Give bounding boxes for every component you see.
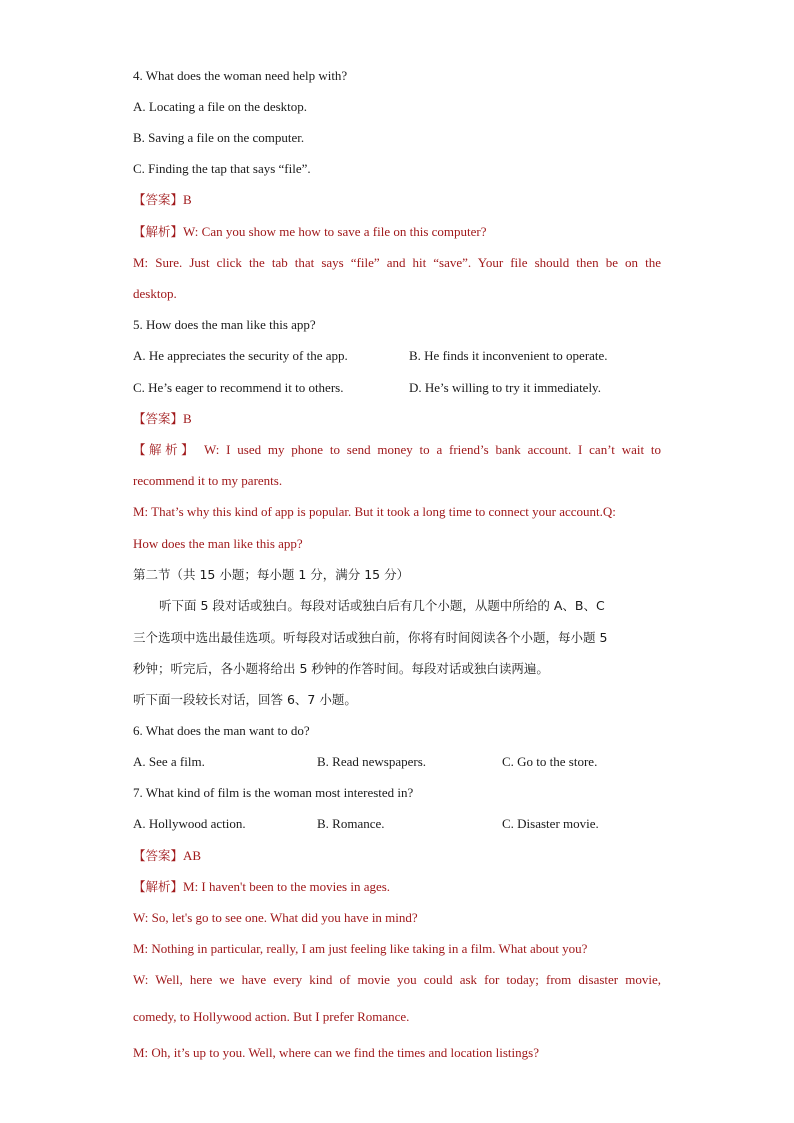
question-7: 7. What kind of film is the woman most interested in?	[133, 785, 414, 800]
analysis-tag: 【解析】	[133, 442, 198, 457]
instructions-line-3: 秒钟；听完后，各小题将给出 5 秒钟的作答时间。每段对话或独白读两遍。	[133, 661, 549, 676]
q5-option-a: A. He appreciates the security of the app.	[133, 348, 348, 363]
q5-analysis-line-2: recommend it to my parents.	[133, 473, 283, 488]
analysis-text: W: I used my phone to send money to a friend’s bank account. I can’t wait to	[203, 442, 661, 457]
q7-option-a: A. Hollywood action.	[133, 816, 246, 831]
q4-analysis-line-1	[133, 223, 487, 241]
analysis-text: M: I haven't been to the movies in ages.	[183, 879, 391, 894]
q4-option-a: A. Locating a file on the desktop.	[133, 99, 308, 114]
q7-analysis-line-3: M: Nothing in particular, really, I am just feeling like taking in a film. What about you?	[133, 941, 588, 956]
q7-analysis-line-6: M: Oh, it’s up to you. Well, where can we find the times and location listings?	[133, 1045, 539, 1060]
q4-option-b: B. Saving a file on the computer.	[133, 130, 305, 145]
question-5: 5. How does the man like this app?	[133, 317, 316, 332]
q7-option-c: C. Disaster movie.	[502, 816, 599, 831]
section-title: 第二节（共 15 小题；每小题 1 分，满分 15 分）	[133, 567, 410, 582]
analysis-text: W: Can you show me how to save a file on this computer?	[183, 224, 487, 239]
q4-analysis-line-2: M: Sure. Just click the tab that says “file” and hit “save”. Your file should then be on the	[133, 255, 661, 270]
q6-option-a: A. See a film.	[133, 754, 205, 769]
answer-tag: 【答案】	[133, 848, 184, 863]
analysis-tag: 【解析】	[133, 879, 184, 894]
instructions-line-1: 听下面 5 段对话或独白。每段对话或独白后有几个小题，从题中所给的 A、B、C	[159, 598, 605, 613]
q7-analysis-line-4: W: Well, here we have every kind of movie you could ask for today; from disaster movie,	[133, 972, 661, 987]
q5-analysis-line-1	[133, 441, 661, 459]
q7-analysis-line-2: W: So, let's go to see one. What did you have in mind?	[133, 910, 418, 925]
q5-answer	[133, 410, 192, 428]
q7-analysis-line-5: comedy, to Hollywood action. But I prefer Romance.	[133, 1009, 410, 1024]
analysis-tag: 【解析】	[133, 224, 184, 239]
answer-value: B	[183, 192, 192, 207]
dialogue-prompt: 听下面一段较长对话，回答 6、7 小题。	[133, 692, 357, 707]
question-4: 4. What does the woman need help with?	[133, 68, 348, 83]
q7-analysis-line-1	[133, 878, 390, 896]
q5-analysis-line-3: M: That’s why this kind of app is popular. But it took a long time to connect your account.Q:	[133, 504, 616, 519]
q5-option-b: B. He finds it inconvenient to operate.	[409, 348, 608, 363]
question-6: 6. What does the man want to do?	[133, 723, 310, 738]
answer-value: AB	[183, 848, 202, 863]
q7-option-b: B. Romance.	[317, 816, 385, 831]
answer-value: B	[183, 411, 192, 426]
answer-tag: 【答案】	[133, 192, 184, 207]
instructions-line-2: 三个选项中选出最佳选项。听每段对话或独白前，你将有时间阅读各个小题，每小题 5	[133, 630, 608, 645]
q6-option-b: B. Read newspapers.	[317, 754, 427, 769]
q4-analysis-line-3: desktop.	[133, 286, 177, 301]
q4-answer	[133, 191, 192, 209]
q4-option-c: C. Finding the tap that says “file”.	[133, 161, 311, 176]
q6-option-c: C. Go to the store.	[502, 754, 598, 769]
q5-option-c: C. He’s eager to recommend it to others.	[133, 380, 344, 395]
answer-tag: 【答案】	[133, 411, 184, 426]
q5-option-d: D. He’s willing to try it immediately.	[409, 380, 601, 395]
q5-analysis-line-4: How does the man like this app?	[133, 536, 303, 551]
q7-answer	[133, 847, 201, 865]
